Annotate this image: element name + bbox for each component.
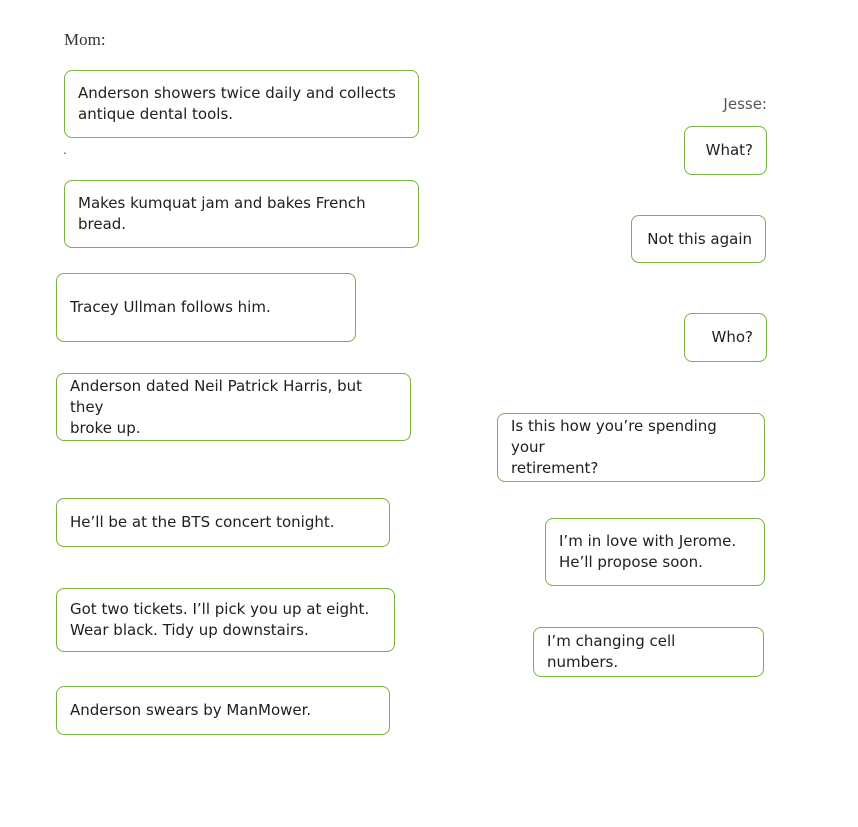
- jesse-message-bubble: Not this again: [631, 215, 766, 263]
- mom-message-bubble: Makes kumquat jam and bakes French bread.: [64, 180, 419, 248]
- mom-message-bubble: Got two tickets. I’ll pick you up at eight. Wear black. Tidy up downstairs.: [56, 588, 395, 652]
- jesse-speaker-label: Jesse:: [723, 95, 767, 113]
- mom-speaker-label: Mom:: [64, 30, 106, 49]
- jesse-message-bubble: What?: [684, 126, 767, 175]
- mom-message-bubble: He’ll be at the BTS concert tonight.: [56, 498, 390, 547]
- mom-message-bubble: Anderson swears by ManMower.: [56, 686, 390, 735]
- stray-mark: .: [63, 141, 67, 157]
- mom-message-bubble: Tracey Ullman follows him.: [56, 273, 356, 342]
- mom-message-bubble: Anderson dated Neil Patrick Harris, but they broke up.: [56, 373, 411, 441]
- jesse-message-bubble: Who?: [684, 313, 767, 362]
- mom-message-bubble: Anderson showers twice daily and collects antique dental tools.: [64, 70, 419, 138]
- jesse-message-bubble: Is this how you’re spending your retirement?: [497, 413, 765, 482]
- jesse-message-bubble: I’m changing cell numbers.: [533, 627, 764, 677]
- jesse-message-bubble: I’m in love with Jerome. He’ll propose soon.: [545, 518, 765, 586]
